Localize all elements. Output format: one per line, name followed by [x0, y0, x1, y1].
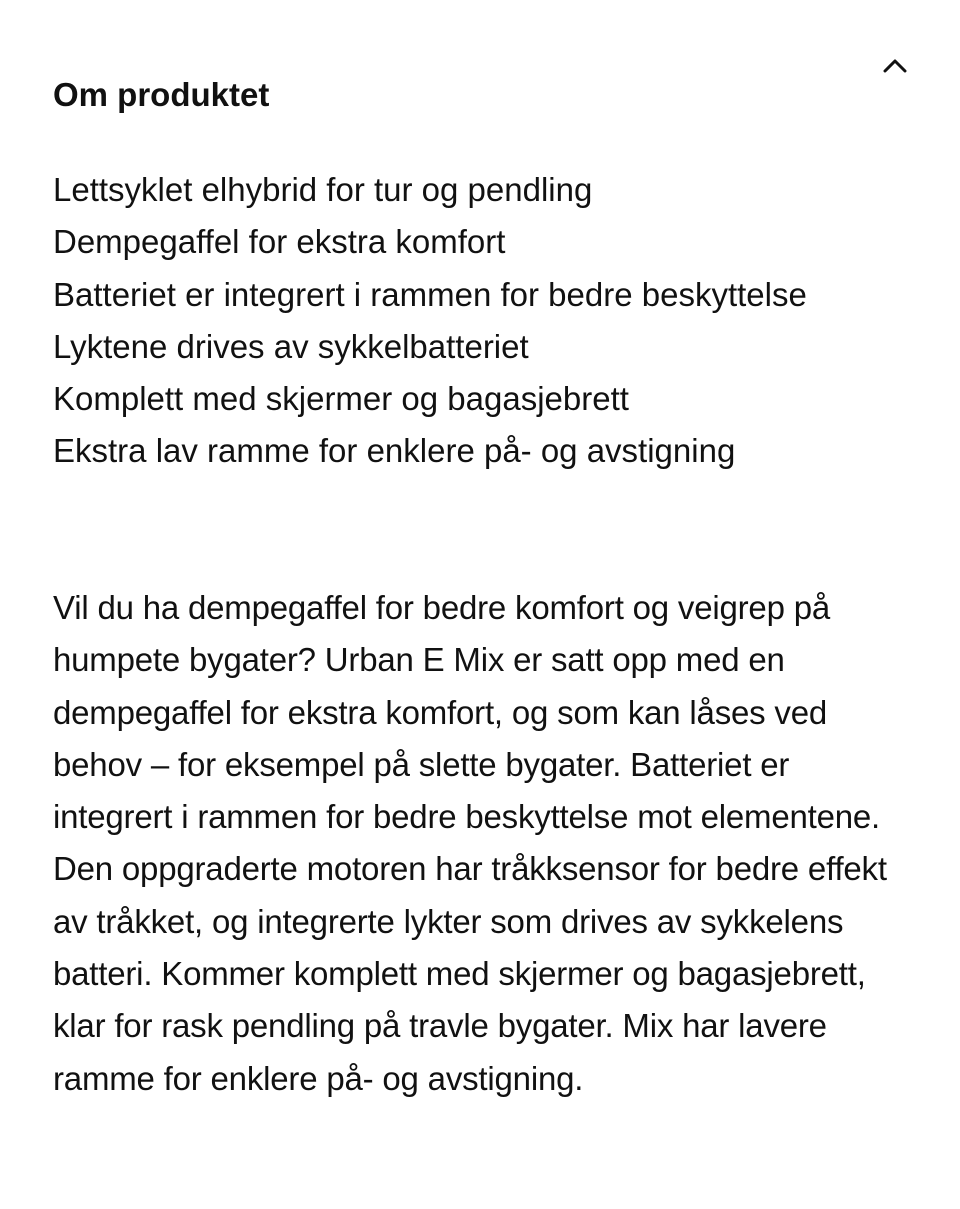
- feature-item: Komplett med skjermer og bagasjebrett: [53, 380, 629, 418]
- feature-item: Batteriet er integrert i rammen for bedre beskyttelse: [53, 275, 807, 313]
- feature-item: Ekstra lav ramme for enklere på- og avstigning: [53, 432, 736, 470]
- feature-item: Lettsyklet elhybrid for tur og pendling: [53, 171, 593, 208]
- accordion-header[interactable]: [53, 0, 909, 132]
- feature-item: Dempegaffel for ekstra komfort: [53, 223, 506, 261]
- feature-item: Lyktene drives av sykkelbatteriet: [53, 327, 529, 365]
- collapse-toggle-button[interactable]: [881, 52, 909, 80]
- accordion-title: Om produktet: [53, 76, 270, 114]
- feature-list: [53, 164, 909, 478]
- product-info-accordion: [53, 0, 909, 1097]
- chevron-up-icon: [881, 52, 909, 80]
- product-description: Vil du ha dempegaffel for bedre komfort og veigrep på humpete bygater? Urban E Mix er satt opp med en dempegaffel for ekstra komfort, og som kan låses ved behov – for eksempel på slette bygater. Batteriet er integrert i rammen for bedre beskyttelse mot elementene. Den oppgraderte motoren har tråkksensor for bedre effekt av tråkket, og integrerte lykter som drives av sykkelens batteri. Kommer komplett med skjermer og bagasjebrett, klar for rask pendling på travle bygater. Mix har lavere ramme for enklere på- og avstigning.: [53, 589, 887, 1097]
